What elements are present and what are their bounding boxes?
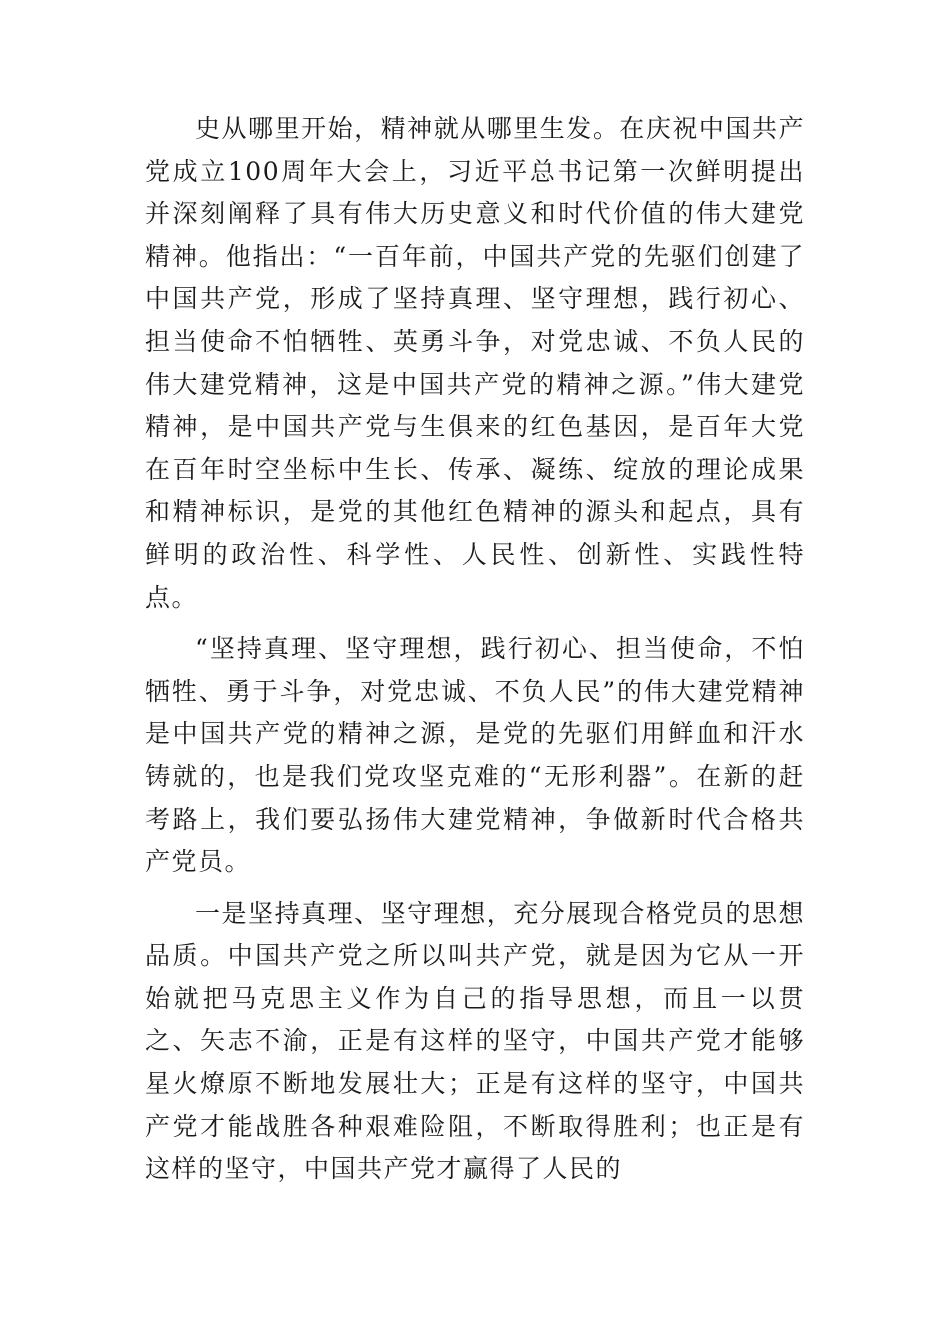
- paragraph-1: 史从哪里开始，精神就从哪里生发。在庆祝中国共产党成立100周年大会上，习近平总书记第一次鲜明提出并深刻阐释了具有伟大历史意义和时代价值的伟大建党精神。他指出：“一百年前，中国共产党的先驱们创建了中国共产党，形成了坚持真理、坚守理想，践行初心、担当使命不怕牺牲、英勇斗争，对党忠诚、不负人民的伟大建党精神，这是中国共产党的精神之源。”伟大建党精神，是中国共产党与生俱来的红色基因，是百年大党在百年时空坐标中生长、传承、凝练、绽放的理论成果和精神标识，是党的其他红色精神的源头和起点，具有鲜明的政治性、科学性、人民性、创新性、实践性特点。: [145, 114, 805, 612]
- document-page: [145, 108, 805, 1191]
- paragraph-2: “坚持真理、坚守理想，践行初心、担当使命，不怕牺牲、勇于斗争，对党忠诚、不负人民”的伟大建党精神是中国共产党的精神之源，是党的先驱们用鲜血和汗水铸就的，也是我们党攻坚克难的“无形利器”。在新的赶考路上，我们要弘扬伟大建党精神，争做新时代合格共产党员。: [145, 634, 805, 877]
- paragraph-3: 一是坚持真理、坚守理想，充分展现合格党员的思想品质。中国共产党之所以叫共产党，就是因为它从一开始就把马克思主义作为自己的指导思想，而且一以贯之、矢志不渝，正是有这样的坚守，中国共产党才能够星火燎原不断地发展壮大；正是有这样的坚守，中国共产党才能战胜各种艰难险阻，不断取得胜利；也正是有这样的坚守，中国共产党才赢得了人民的: [145, 898, 805, 1184]
